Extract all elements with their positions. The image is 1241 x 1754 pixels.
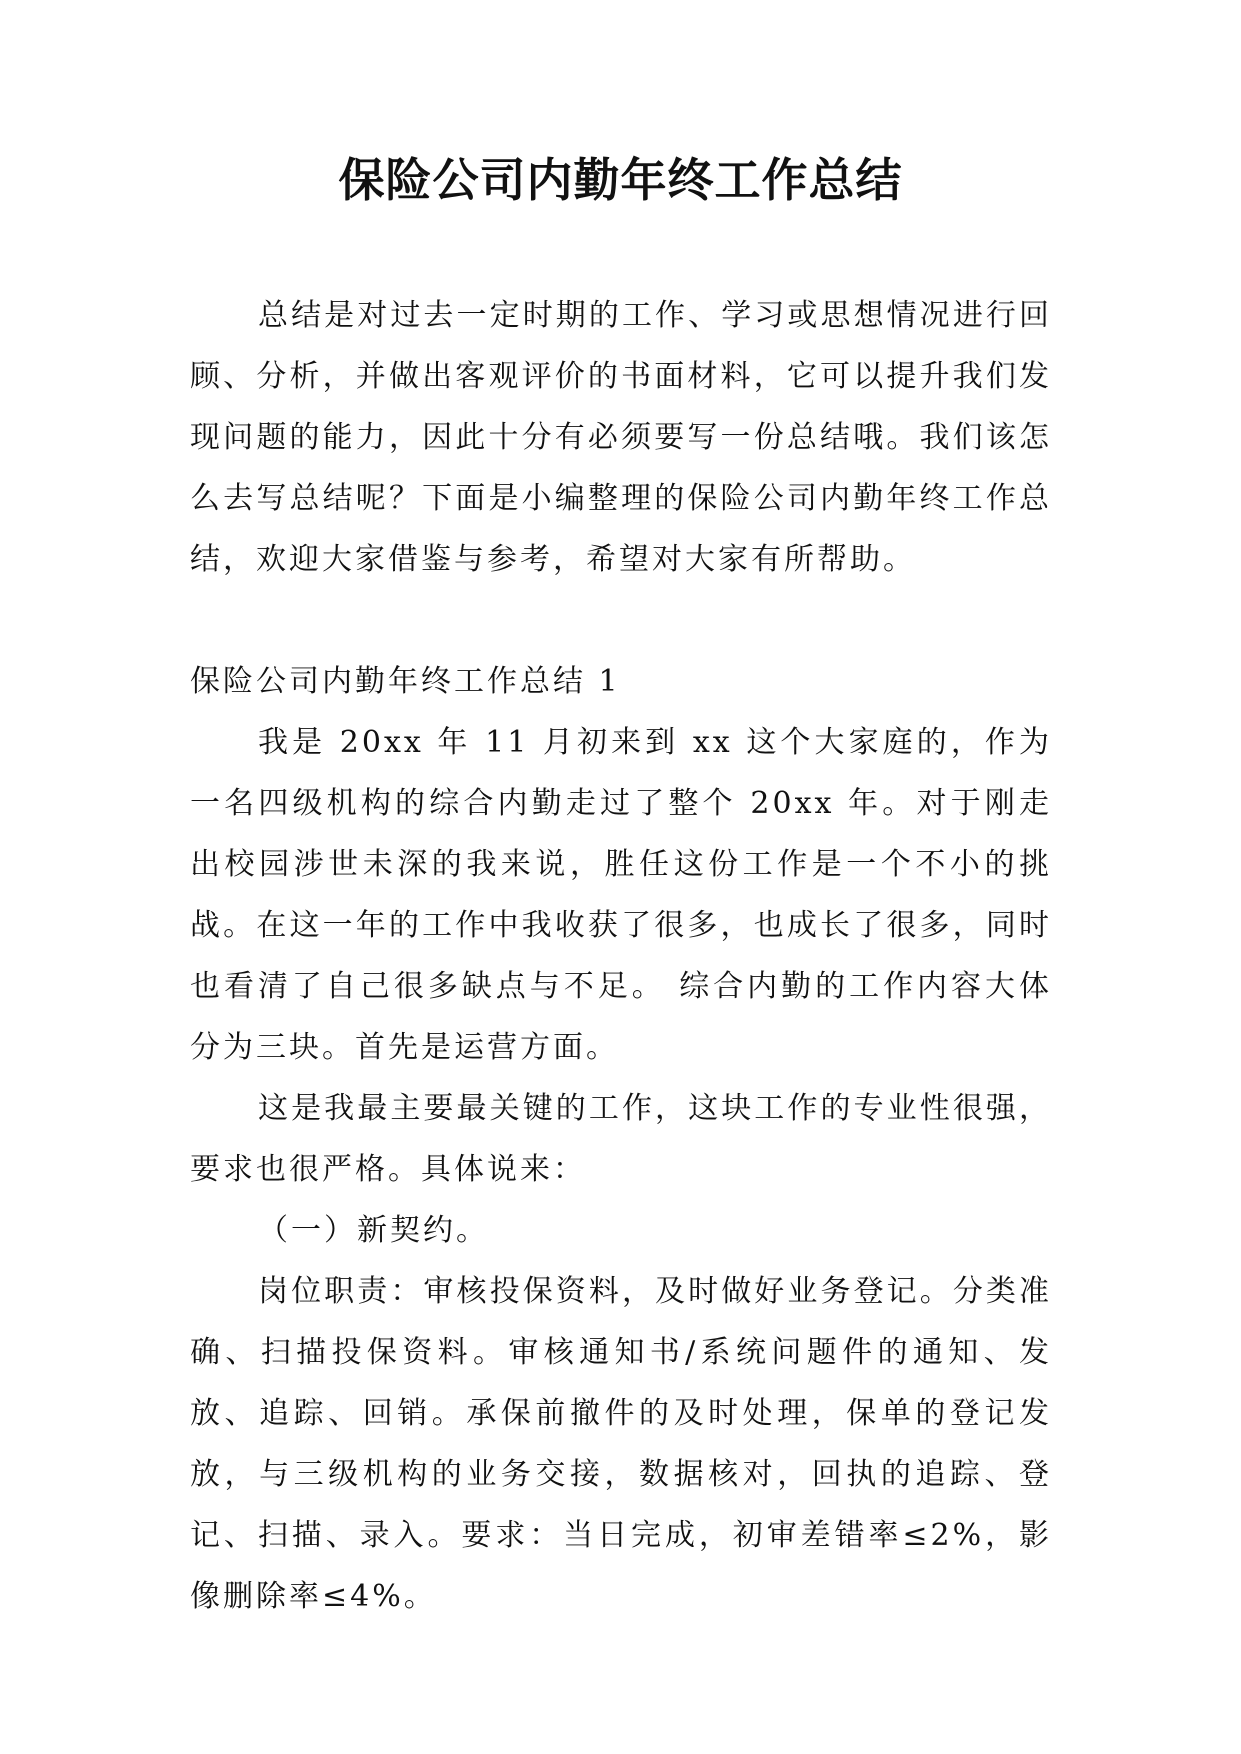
body-paragraph-2: 这是我最主要最关键的工作，这块工作的专业性很强，要求也很严格。具体说来：	[190, 1091, 1052, 1187]
body-paragraph-1: 我是 20xx 年 11 月初来到 xx 这个大家庭的，作为一名四级机构的综合内勤走过了整个 20xx 年。对于刚走出校园涉世未深的我来说，胜任这份工作是一个不小的挑战。在这一年的工作中我收获了很多，也成长了很多，同时也看清了自己很多缺点与不足。 综合内勤的工作内容大体分为三块。首先是运营方面。	[190, 725, 1052, 1065]
document-title: 保险公司内勤年终工作总结	[338, 153, 903, 207]
paragraph-gap	[190, 590, 1052, 651]
section-heading: 保险公司内勤年终工作总结 1	[190, 664, 621, 699]
document-body	[190, 285, 1052, 1627]
intro-paragraph: 总结是对过去一定时期的工作、学习或思想情况进行回顾、分析，并做出客观评价的书面材料，它可以提升我们发现问题的能力，因此十分有必须要写一份总结哦。我们该怎么去写总结呢？下面是小编整理的保险公司内勤年终工作总结，欢迎大家借鉴与参考，希望对大家有所帮助。	[190, 298, 1052, 577]
subsection-heading: （一）新契约。	[258, 1213, 489, 1248]
body-paragraph-3: 岗位职责：审核投保资料，及时做好业务登记。分类准确、扫描投保资料。审核通知书/系统问题件的通知、发放、追踪、回销。承保前撤件的及时处理，保单的登记发放，与三级机构的业务交接，数据核对，回执的追踪、登记、扫描、录入。要求：当日完成，初审差错率≤2%，影像删除率≤4%。	[190, 1274, 1052, 1614]
